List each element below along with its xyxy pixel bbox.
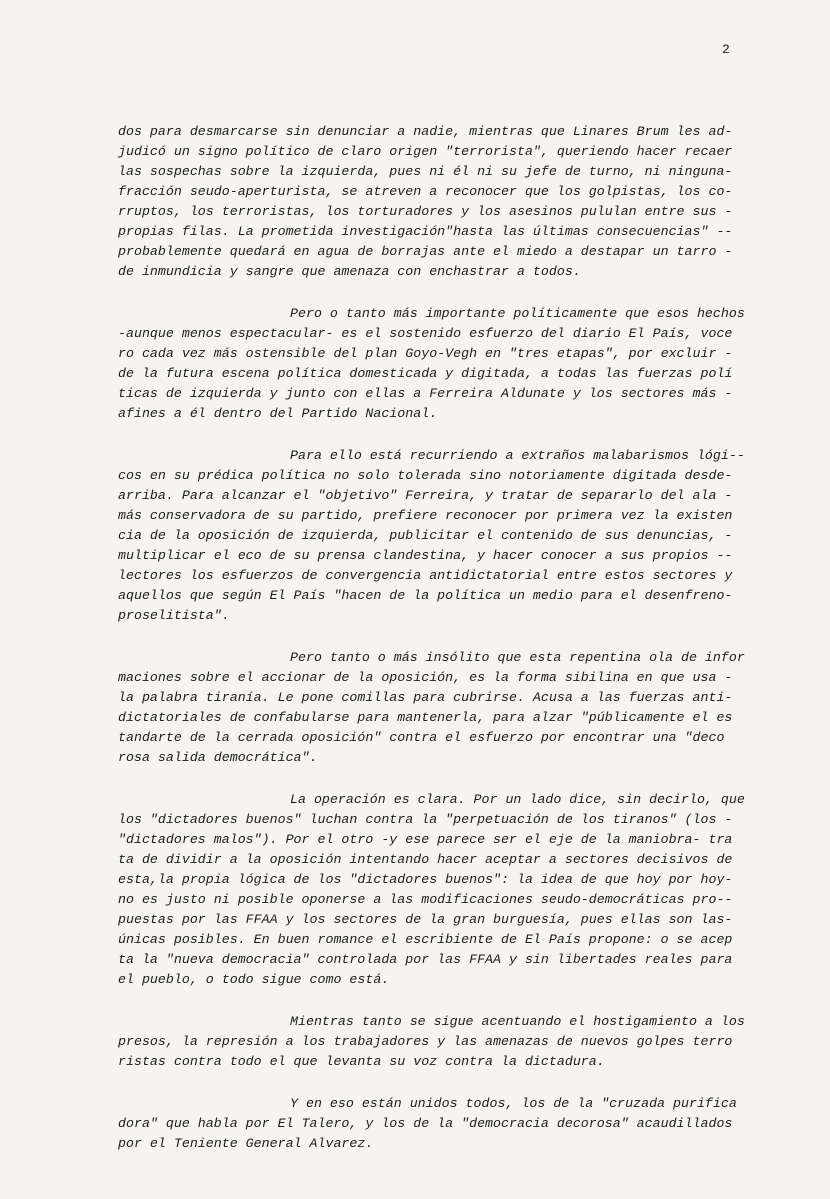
paragraph: Pero o tanto más importante políticamente que esos hechos -aunque menos espectacular- es el sostenido esfuerzo del diario El País, voce ro cada vez más ostensible del plan Goyo-Vegh en "tres etapas", por excluir - de la futura escena política domesticada y digitada, a todas las fuerzas polí ticas de izquierda y junto con ellas a Ferreira Aldunate y los sectores más - afines a él dentro del Partido Nacional.	[118, 306, 745, 421]
paragraph: Y en eso están unidos todos, los de la "cruzada purifica dora" que habla por El Talero, y los de la "democracia decorosa" acaudillados por el Teniente General Alvarez.	[118, 1096, 737, 1151]
paragraph: Mientras tanto se sigue acentuando el hostigamiento a los presos, la represión a los trabajadores y las amenazas de nuevos golpes terro ristas contra todo el que levanta su voz contra la dictadura.	[118, 1014, 745, 1069]
paragraph: Para ello está recurriendo a extraños malabarismos lógi-- cos en su prédica política no solo tolerada sino notoriamente digitada desde- arriba. Para alcanzar el "objetivo" Ferreira, y tratar de separarlo del ala - más conservadora de su partido, prefiere reconocer por primera vez la existen cia de la oposición de izquierda, publicitar el contenido de sus denuncias, - multiplicar el eco de su prensa clandestina, y hacer conocer a sus propios -- lectores los esfuerzos de convergencia antidictatorial entre estos sectores y aquellos que según El País "hacen de la política un medio para el desenfreno- proselitista".	[118, 448, 745, 623]
page-number: 2	[722, 42, 730, 57]
document-body	[118, 122, 778, 1176]
paragraph: dos para desmarcarse sin denunciar a nadie, mientras que Linares Brum les ad- judicó un signo político de claro origen "terrorista", queriendo hacer recaer las sospechas sobre la izquierda, pues ni él ni su jefe de turno, ni ninguna- fracción seudo-aperturista, se atreven a reconocer que los golpistas, los co- rruptos, los terroristas, los torturadores y los asesinos pululan entre sus - propias filas. La prometida investigación"hasta las últimas consecuencias" -- probablemente quedará en agua de borrajas ante el miedo a destapar un tarro - de inmundicia y sangre que amenaza con enchastrar a todos.	[118, 124, 733, 279]
paragraph: La operación es clara. Por un lado dice, sin decirlo, que los "dictadores buenos" luchan contra la "perpetuación de los tiranos" (los - "dictadores malos"). Por el otro -y ese parece ser el eje de la maniobra- tra ta de dividir a la oposición intentando hacer aceptar a sectores decisivos de esta,la propia lógica de los "dictadores buenos": la idea de que hoy por hoy- no es justo ni posible oponerse a las modificaciones seudo-democráticas pro-- puestas por las FFAA y los sectores de la gran burguesía, pues ellas son las- únicas posibles. En buen romance el escribiente de El País propone: o se acep ta la "nueva democracia" controlada por las FFAA y sin libertades reales para el pueblo, o todo sigue como está.	[118, 792, 745, 987]
paragraph: Pero tanto o más insólito que esta repentina ola de infor maciones sobre el accionar de la oposición, es la forma sibilina en que usa - la palabra tiranía. Le pone comillas para cubrirse. Acusa a las fuerzas anti- dictatoriales de confabularse para mantenerla, para alzar "públicamente el es tandarte de la cerrada oposición" contra el esfuerzo por encontrar una "deco rosa salida democrática".	[118, 650, 745, 765]
